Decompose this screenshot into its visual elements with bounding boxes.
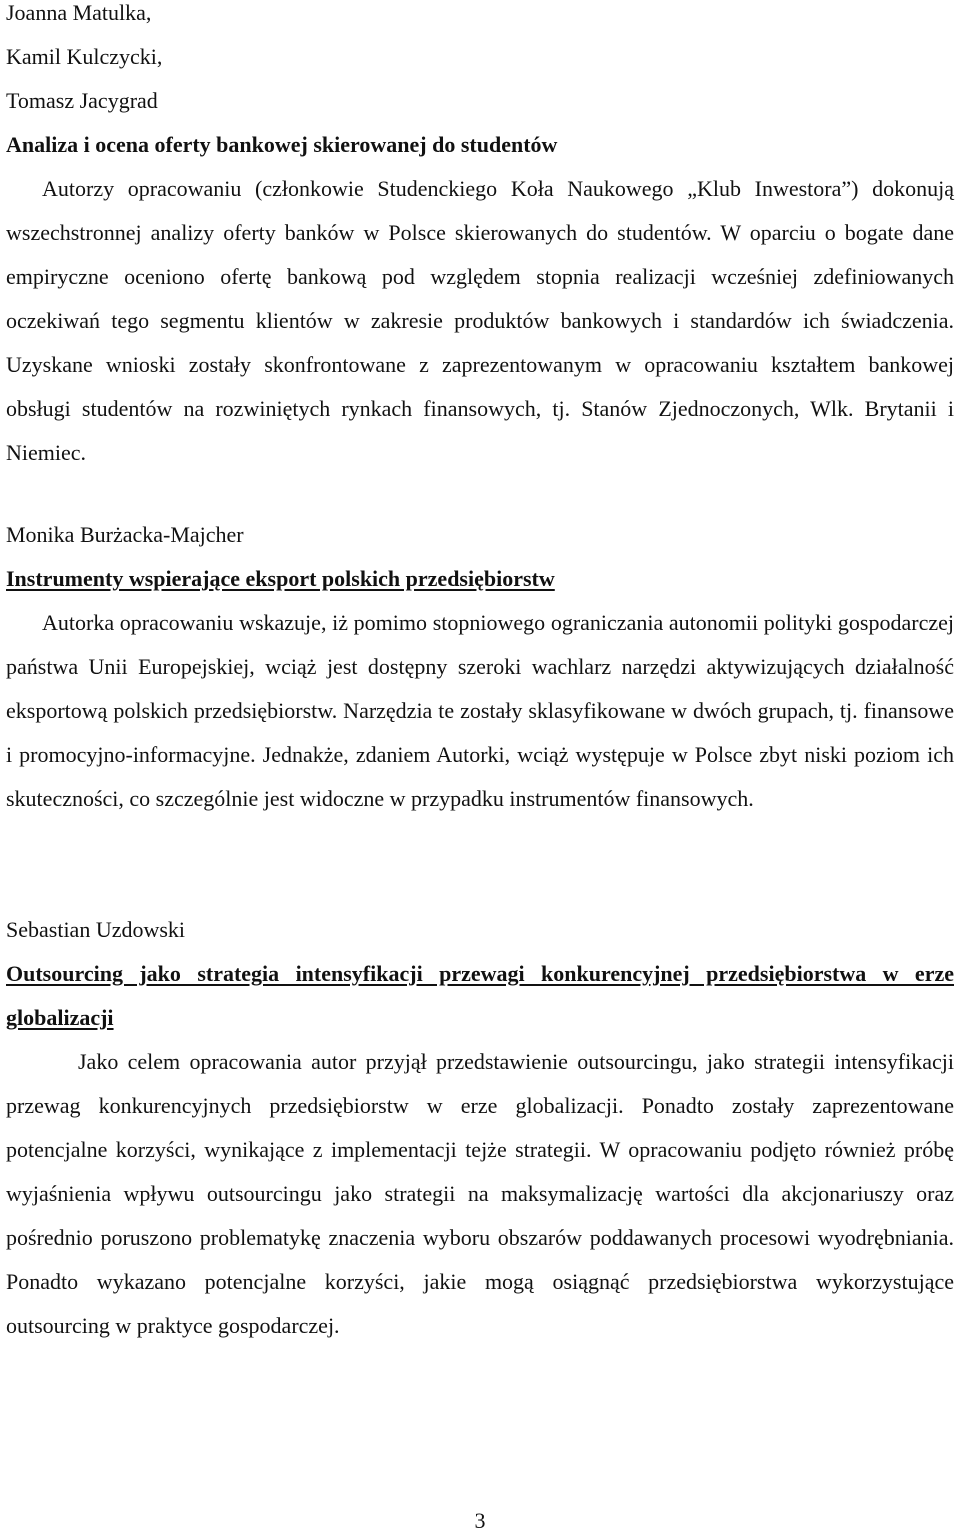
article-abstract: Autorka opracowaniu wskazuje, iż pomimo stopniowego ograniczania autonomii polityki gospodarczej państwa Unii Europejskiej, wciąż jest dostępny szeroki wachlarz narzędzi aktywizujących działalność eksportową polskich przedsiębiorstw. Narzędzia te zostały sklasyfikowane w dwóch grupach, tj. finansowe i promocyjno-informacyjne. Jednakże, zdaniem Autorki, wciąż występuje w Polsce zbyt niski poziom ich skuteczności, co szczególnie jest widoczne w przypadku instrumentów finansowych. [6, 610, 954, 811]
author-name: Monika Burżacka-Majcher [6, 522, 244, 547]
author-name: Sebastian Uzdowski [6, 917, 186, 942]
section-1 [6, 0, 954, 475]
section-2 [6, 513, 954, 821]
article-title: Outsourcing jako strategia intensyfikacji przewagi konkurencyjnej przedsiębiorstwa w erze globalizacji [6, 961, 954, 1030]
section-3 [6, 908, 954, 1348]
article-abstract: Jako celem opracowania autor przyjął przedstawienie outsourcingu, jako strategii intensyfikacji przewag konkurencyjnych przedsiębiorstw w erze globalizacji. Ponadto zostały zaprezentowane potencjalne korzyści, wynikające z implementacji tejże strategii. W opracowaniu podjęto również próbę wyjaśnienia wpływu outsourcingu jako strategii na maksymalizację wartości dla akcjonariuszy oraz pośrednio poruszono problematykę znaczenia wyboru obszarów poddawanych procesowi wyodrębniania. Ponadto wykazano potencjalne korzyści, jakie mogą osiągnąć przedsiębiorstwa wykorzystujące outsourcing w praktyce gospodarczej. [6, 1049, 954, 1338]
author-name: Joanna Matulka, [6, 0, 152, 25]
article-title: Instrumenty wspierające eksport polskich przedsiębiorstw [6, 566, 555, 591]
page-number: 3 [474, 1508, 486, 1533]
author-name: Tomasz Jacygrad [6, 88, 158, 113]
article-title: Analiza i ocena oferty bankowej skierowanej do studentów [6, 132, 558, 157]
author-name: Kamil Kulczycki, [6, 44, 163, 69]
article-abstract: Autorzy opracowaniu (członkowie Studenckiego Koła Naukowego „Klub Inwestora”) dokonują wszechstronnej analizy oferty banków w Polsce skierowanych do studentów. W oparciu o bogate dane empiryczne oceniono ofertę bankową pod względem stopnia realizacji wcześniej zdefiniowanych oczekiwań tego segmentu klientów w zakresie produktów bankowych i standardów ich świadczenia. Uzyskane wnioski zostały skonfrontowane z zaprezentowanym w opracowaniu kształtem bankowej obsługi studentów na rozwiniętych rynkach finansowych, tj. Stanów Zjednoczonych, Wlk. Brytanii i Niemiec. [6, 176, 954, 465]
